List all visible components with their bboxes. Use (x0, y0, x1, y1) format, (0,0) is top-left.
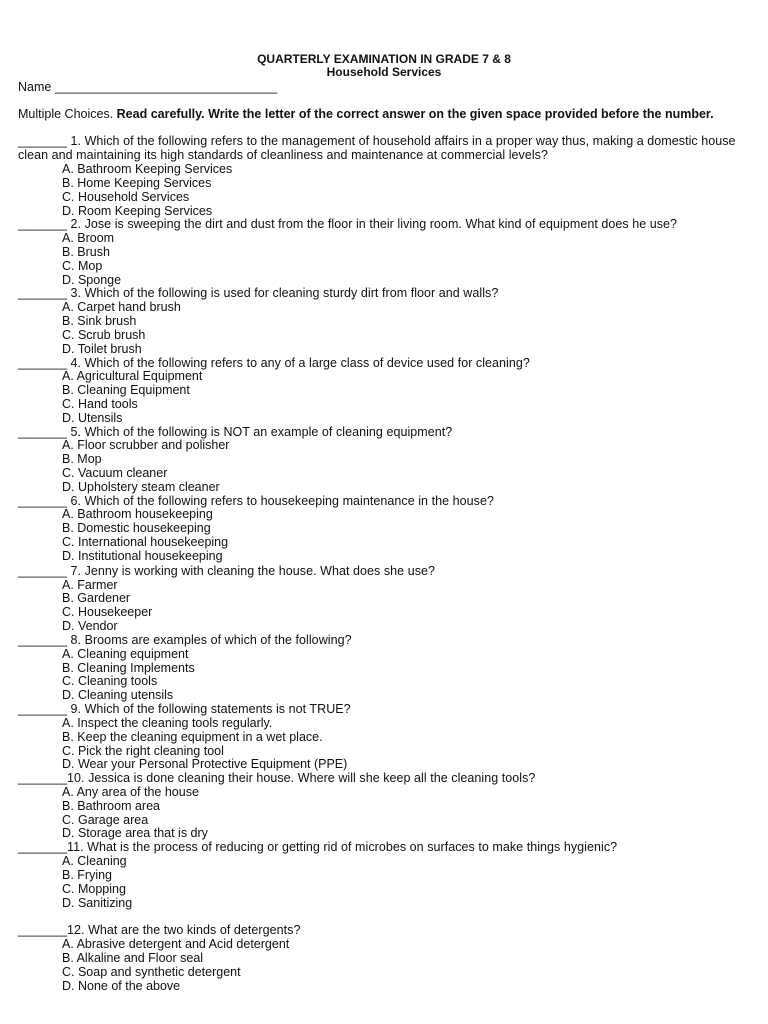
choice-5c: C. Vacuum cleaner (62, 466, 168, 480)
choice-11b: B. Frying (62, 868, 113, 882)
choice-1b: B. Home Keeping Services (62, 176, 212, 190)
choice-7b: B. Gardener (62, 591, 131, 605)
choice-11d: D. Sanitizing (62, 896, 133, 910)
choice-3b: B. Sink brush (62, 314, 137, 328)
choice-3d: D. Toilet brush (62, 342, 142, 356)
choice-1a: A. Bathroom Keeping Services (62, 162, 233, 176)
choice-7a: A. Farmer (62, 578, 118, 592)
instructions (18, 107, 744, 121)
choice-9c: C. Pick the right cleaning tool (62, 744, 224, 758)
question-11: _______11. What is the process of reducing or getting rid of microbes on surfaces to make things hygienic? (18, 840, 618, 854)
choice-12c: C. Soap and synthetic detergent (62, 965, 241, 979)
choice-2d: D. Sponge (62, 273, 122, 287)
exam-subtitle: Household Services (326, 65, 442, 79)
choice-1c: C. Household Services (62, 190, 190, 204)
question-3: _______ 3. Which of the following is used for cleaning sturdy dirt from floor and walls? (18, 286, 499, 300)
question-5: _______ 5. Which of the following is NOT an example of cleaning equipment? (18, 425, 453, 439)
instructions-bold: Read carefully. Write the letter of the correct answer on the given space provided before the number. (116, 107, 714, 121)
choice-11a: A. Cleaning (62, 854, 127, 868)
choice-3c: C. Scrub brush (62, 328, 146, 342)
question-9: _______ 9. Which of the following statements is not TRUE? (18, 702, 351, 716)
choice-6d: D. Institutional housekeeping (62, 549, 223, 563)
choice-4b: B. Cleaning Equipment (62, 383, 190, 397)
choice-4d: D. Utensils (62, 411, 123, 425)
choice-10b: B. Bathroom area (62, 799, 160, 813)
choice-2a: A. Broom (62, 231, 115, 245)
question-4: _______ 4. Which of the following refers to any of a large class of device used for cleaning? (18, 356, 530, 370)
choice-6b: B. Domestic housekeeping (62, 521, 211, 535)
question-10: _______10. Jessica is done cleaning their house. Where will she keep all the cleaning tools? (18, 771, 536, 785)
choice-5a: A. Floor scrubber and polisher (62, 438, 230, 452)
choice-2b: B. Brush (62, 245, 110, 259)
choice-3a: A. Carpet hand brush (62, 300, 181, 314)
instructions-prefix: Multiple Choices. (18, 107, 117, 121)
choice-12b: B. Alkaline and Floor seal (62, 951, 204, 965)
choice-7d: D. Vendor (62, 619, 118, 633)
choice-9d: D. Wear your Personal Protective Equipment (PPE) (62, 757, 348, 771)
choice-10d: D. Storage area that is dry (62, 826, 208, 840)
choice-9a: A. Inspect the cleaning tools regularly. (62, 716, 273, 730)
choice-12d: D. None of the above (62, 979, 181, 993)
choice-5d: D. Upholstery steam cleaner (62, 480, 220, 494)
question-12: _______12. What are the two kinds of detergents? (18, 923, 301, 937)
choice-1d: D. Room Keeping Services (62, 204, 213, 218)
choice-11c: C. Mopping (62, 882, 126, 896)
question-6: _______ 6. Which of the following refers to housekeeping maintenance in the house? (18, 494, 494, 508)
choice-4c: C. Hand tools (62, 397, 138, 411)
question-1: _______ 1. Which of the following refers to the management of household affairs in a proper way thus, making a domestic house clean and maintaining its high standards of cleanliness and maintenance at commercial levels? (18, 134, 736, 162)
question-7: _______ 7. Jenny is working with cleaning the house. What does she use? (18, 564, 436, 578)
exam-title: QUARTERLY EXAMINATION IN GRADE 7 & 8 (257, 52, 511, 66)
choice-5b: B. Mop (62, 452, 102, 466)
choice-9b: B. Keep the cleaning equipment in a wet place. (62, 730, 323, 744)
choice-2c: C. Mop (62, 259, 103, 273)
question-2: _______ 2. Jose is sweeping the dirt and dust from the floor in their living room. What kind of equipment does he use? (18, 217, 678, 231)
choice-8a: A. Cleaning equipment (62, 647, 189, 661)
choice-6a: A. Bathroom housekeeping (62, 507, 213, 521)
choice-8c: C. Cleaning tools (62, 674, 158, 688)
question-8: _______ 8. Brooms are examples of which of the following? (18, 633, 352, 647)
choice-7c: C. Housekeeper (62, 605, 153, 619)
name-line: Name ________________________________ (18, 80, 278, 94)
choice-4a: A. Agricultural Equipment (62, 369, 203, 383)
choice-10c: C. Garage area (62, 813, 149, 827)
choice-10a: A. Any area of the house (62, 785, 199, 799)
choice-12a: A. Abrasive detergent and Acid detergent (62, 937, 290, 951)
choice-8d: D. Cleaning utensils (62, 688, 174, 702)
choice-8b: B. Cleaning Implements (62, 661, 195, 675)
choice-6c: C. International housekeeping (62, 535, 229, 549)
